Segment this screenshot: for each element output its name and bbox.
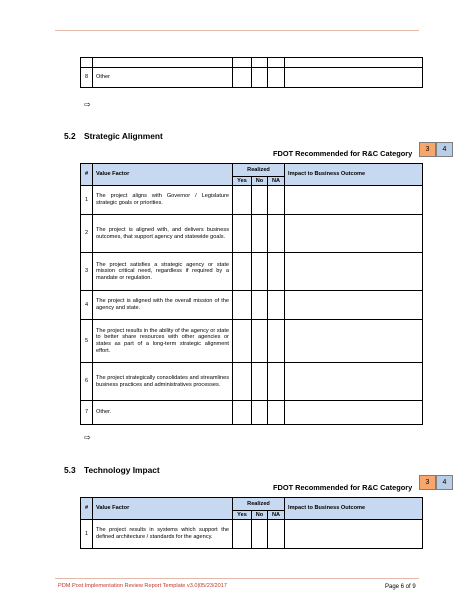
table-row bbox=[81, 291, 423, 320]
col-header-impact: Impact to Business Outcome bbox=[285, 498, 423, 520]
no-cell[interactable] bbox=[252, 253, 268, 291]
table-row bbox=[81, 253, 423, 291]
col-header-na: NA bbox=[268, 511, 285, 520]
table-row bbox=[81, 68, 423, 88]
value-factor-cell: The project aligns with Governor / Legislature strategic goals or priorities. bbox=[93, 186, 233, 215]
table-row bbox=[81, 520, 423, 549]
row-number: 5 bbox=[81, 320, 93, 363]
row-number: 8 bbox=[81, 68, 93, 88]
section-heading-5-3 bbox=[64, 465, 160, 475]
impact-cell[interactable] bbox=[285, 291, 423, 320]
fdot-category-label: FDOT Recommended for R&C Category bbox=[273, 149, 413, 158]
yes-cell[interactable] bbox=[233, 186, 252, 215]
value-factor-cell: Other. bbox=[93, 401, 233, 425]
section-title: Technology Impact bbox=[84, 465, 160, 475]
category-3-badge: 3 bbox=[419, 475, 436, 490]
row-number: 4 bbox=[81, 291, 93, 320]
col-header-realized: Realized bbox=[233, 498, 285, 511]
row-number: 1 bbox=[81, 520, 93, 549]
yes-cell[interactable] bbox=[233, 520, 252, 549]
table-row bbox=[81, 320, 423, 363]
no-cell[interactable] bbox=[252, 68, 268, 88]
value-factor-cell: The project results in systems which support the defined architecture / standards for the agency. bbox=[93, 520, 233, 549]
impact-cell[interactable] bbox=[285, 320, 423, 363]
table-row bbox=[81, 58, 423, 68]
continuation-table bbox=[80, 57, 423, 88]
footer-rule bbox=[55, 578, 419, 579]
value-factor-cell: The project results in the ability of the agency or state to better share resources with other agencies or states as part of a long-term strategic alignment effort. bbox=[93, 320, 233, 363]
yes-cell[interactable] bbox=[233, 320, 252, 363]
table-header-row bbox=[81, 164, 423, 177]
table-row bbox=[81, 363, 423, 401]
na-cell[interactable] bbox=[268, 363, 285, 401]
yes-cell[interactable] bbox=[233, 68, 252, 88]
page-number: Page 6 of 9 bbox=[385, 584, 416, 590]
section-number: 5.2 bbox=[64, 131, 76, 141]
col-header-num: # bbox=[81, 164, 93, 186]
col-header-no: No bbox=[252, 511, 268, 520]
no-cell[interactable] bbox=[252, 186, 268, 215]
section-title: Strategic Alignment bbox=[84, 131, 163, 141]
na-cell[interactable] bbox=[268, 186, 285, 215]
header-rule bbox=[55, 30, 419, 31]
no-cell[interactable] bbox=[252, 291, 268, 320]
impact-cell[interactable] bbox=[285, 186, 423, 215]
no-cell[interactable] bbox=[252, 320, 268, 363]
yes-cell[interactable] bbox=[233, 253, 252, 291]
value-factor-cell: The project is aligned with, and delivers business outcomes, that support agency and statewide goals. bbox=[93, 215, 233, 253]
na-cell[interactable] bbox=[268, 520, 285, 549]
na-cell[interactable] bbox=[268, 320, 285, 363]
section-heading-5-2 bbox=[64, 131, 163, 141]
row-number: 1 bbox=[81, 186, 93, 215]
fdot-category-label: FDOT Recommended for R&C Category bbox=[273, 483, 413, 492]
category-4-badge: 4 bbox=[436, 142, 453, 157]
footer-document-title: PDM Post Implementation Review Report Template v3.0|05/23/2017 bbox=[58, 583, 227, 589]
strategic-alignment-table bbox=[80, 163, 423, 425]
category-3-badge: 3 bbox=[419, 142, 436, 157]
value-factor-cell: The project satisfies a strategic agency or state mission critical need, regardless if required by a mandate or regulation. bbox=[93, 253, 233, 291]
category-4-badge: 4 bbox=[436, 475, 453, 490]
no-cell[interactable] bbox=[252, 520, 268, 549]
col-header-value-factor: Value Factor bbox=[93, 164, 233, 186]
row-number: 7 bbox=[81, 401, 93, 425]
impact-cell[interactable] bbox=[285, 215, 423, 253]
col-header-yes: Yes bbox=[233, 511, 252, 520]
col-header-value-factor: Value Factor bbox=[93, 498, 233, 520]
col-header-realized: Realized bbox=[233, 164, 285, 177]
yes-cell[interactable] bbox=[233, 363, 252, 401]
yes-cell[interactable] bbox=[233, 291, 252, 320]
value-factor-cell: The project strategically consolidates and streamlines business practices and administratives processes. bbox=[93, 363, 233, 401]
no-cell[interactable] bbox=[252, 401, 268, 425]
row-number: 3 bbox=[81, 253, 93, 291]
row-number: 6 bbox=[81, 363, 93, 401]
value-factor-cell: The project is aligned with the overall mission of the agency and state. bbox=[93, 291, 233, 320]
table-row bbox=[81, 186, 423, 215]
yes-cell[interactable] bbox=[233, 401, 252, 425]
impact-cell[interactable] bbox=[285, 363, 423, 401]
no-cell[interactable] bbox=[252, 363, 268, 401]
na-cell[interactable] bbox=[268, 253, 285, 291]
col-header-na: NA bbox=[268, 177, 285, 186]
table-header-row bbox=[81, 498, 423, 511]
na-cell[interactable] bbox=[268, 215, 285, 253]
impact-cell[interactable] bbox=[285, 253, 423, 291]
table-row bbox=[81, 401, 423, 425]
row-number: 2 bbox=[81, 215, 93, 253]
section-number: 5.3 bbox=[64, 465, 76, 475]
impact-cell[interactable] bbox=[285, 520, 423, 549]
na-cell[interactable] bbox=[268, 291, 285, 320]
na-cell[interactable] bbox=[268, 401, 285, 425]
col-header-yes: Yes bbox=[233, 177, 252, 186]
arrow-icon: ⇨ bbox=[84, 433, 91, 442]
technology-impact-table bbox=[80, 497, 423, 549]
arrow-icon: ⇨ bbox=[84, 100, 91, 109]
table-row bbox=[81, 215, 423, 253]
yes-cell[interactable] bbox=[233, 215, 252, 253]
impact-cell[interactable] bbox=[285, 401, 423, 425]
na-cell[interactable] bbox=[268, 68, 285, 88]
impact-cell[interactable] bbox=[285, 68, 423, 88]
col-header-num: # bbox=[81, 498, 93, 520]
value-factor-cell: Other bbox=[93, 68, 233, 88]
col-header-impact: Impact to Business Outcome bbox=[285, 164, 423, 186]
no-cell[interactable] bbox=[252, 215, 268, 253]
col-header-no: No bbox=[252, 177, 268, 186]
